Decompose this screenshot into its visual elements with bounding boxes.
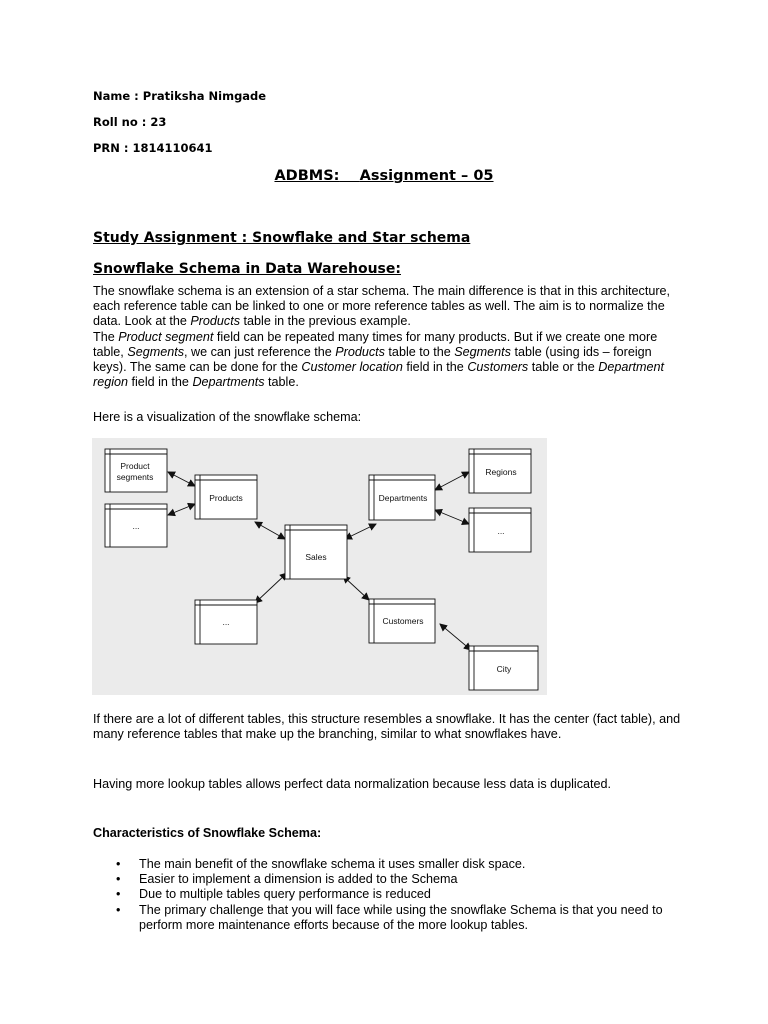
list-item: • The main benefit of the snowflake schema it uses smaller disk space.	[116, 857, 526, 871]
after-diagram-paragraph-1: If there are a lot of different tables, this structure resembles a snowflake. It has the center (fact table), and many reference tables that make up the branching, similar to what snowflakes have.	[93, 712, 681, 742]
after-diagram-paragraph-2: Having more lookup tables allows perfect data normalization because less data is duplicated.	[93, 777, 612, 791]
label-sales: Sales	[305, 552, 327, 562]
intro-text	[93, 284, 683, 390]
section-title: Snowflake Schema in Data Warehouse:	[93, 261, 401, 277]
label-products: Products	[209, 493, 243, 503]
label-product-segments-1: Product	[120, 461, 150, 471]
page-title	[0, 168, 768, 184]
label-product-segments-2: segments	[116, 472, 154, 482]
characteristics-list	[93, 857, 673, 933]
roll-number: Roll no : 23	[93, 115, 167, 129]
bullet-icon: •	[116, 887, 121, 902]
study-assignment-title: Study Assignment : Snowflake and Star schema	[93, 230, 471, 246]
bullet-icon: •	[116, 872, 121, 887]
list-item: • Easier to implement a dimension is added to the Schema	[116, 872, 458, 887]
title-assignment: Assignment – 05	[359, 168, 494, 184]
label-departments: Departments	[378, 493, 428, 503]
student-name: Name : Pratiksha Nimgade	[93, 89, 267, 103]
bullet-icon: •	[116, 857, 121, 871]
characteristics-heading: Characteristics of Snowflake Schema:	[93, 826, 322, 840]
bullet-icon: •	[116, 902, 121, 917]
label-regions: Regions	[485, 467, 517, 477]
diagram-svg	[92, 438, 547, 695]
intro-paragraph-2: The Product segment field can be repeated many times for many products. But if we create one more table, Segments, we can just reference the Products table to the Segments table (using ids – foreign keys). The same can be done for the Customer location field in the Customers table or the Department region field in the Departments table.	[93, 329, 665, 390]
label-ellipsis-left-top: ...	[132, 521, 140, 531]
label-ellipsis-bottom: ...	[222, 617, 230, 627]
title-course: ADBMS:	[274, 168, 340, 184]
visualization-intro: Here is a visualization of the snowflake schema:	[93, 410, 362, 424]
label-customers: Customers	[382, 616, 424, 626]
list-item: • The primary challenge that you will face while using the snowflake Schema is that you need to perform more maintenance efforts because of the more lookup tables.	[116, 902, 663, 932]
label-ellipsis-right: ...	[497, 526, 505, 536]
intro-paragraph-1: The snowflake schema is an extension of a star schema. The main difference is that in this architecture, each reference table can be linked to one or more reference tables as well. The aim is to normalize the data. Look at the Products table in the previous example.	[93, 284, 671, 329]
label-city: City	[496, 664, 512, 674]
list-item: • Due to multiple tables query performance is reduced	[116, 887, 431, 902]
snowflake-schema-diagram	[92, 438, 547, 695]
prn-number: PRN : 1814110641	[93, 141, 213, 155]
